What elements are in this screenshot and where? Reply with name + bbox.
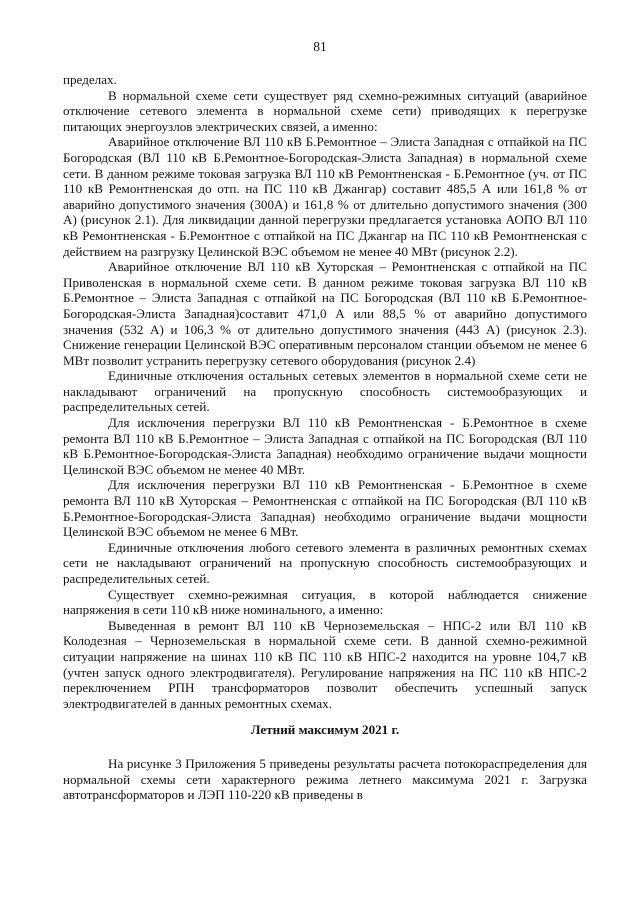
paragraph: Аварийное отключение ВЛ 110 кВ Б.Ремонтное – Элиста Западная с отпайкой на ПС Богородская (ВЛ 110 кВ Б.Ремонтное-Богородская-Элиста Западная) в нормальной схеме сети. В данном режиме токовая загрузка ВЛ 110 кВ Ремонтненская - Б.Ремонтное (уч. от ПС 110 кВ Ремонтненская до отп. на ПС 110 кВ Джангар) составит 485,5 А или 161,8 % от аварийно допустимого значения (300А) и 161,8 % от длительно допустимого значения (300 А) (рисунок 2.1). Для ликвидации данной перегрузки предлагается установка АОПО ВЛ 110 кВ Ремонтненская - Б.Ремонтное с отпайкой на ПС Джангар на ПС 110 кВ Ремонтненская с действием на разгрузку Целинской ВЭС объемом не менее 40 МВт (рисунок 2.2). bbox=[63, 134, 587, 259]
paragraph: Существует схемно-режимная ситуация, в которой наблюдается снижение напряжения в сети 110 кВ ниже номинального, а именно: bbox=[63, 586, 587, 618]
paragraph: Для исключения перегрузки ВЛ 110 кВ Ремонтненская - Б.Ремонтное в схеме ремонта ВЛ 110 кВ Б.Ремонтное – Элиста Западная с отпайкой на ПС Богородская (ВЛ 110 кВ Б.Ремонтное-Богородская-Элиста Западная) необходимо ограничение выдачи мощности Целинской ВЭС объемом не менее 40 МВт. bbox=[63, 415, 587, 477]
paragraph: В нормальной схеме сети существует ряд схемно-режимных ситуаций (аварийное отключение сетевого элемента в нормальной схеме сети) приводящих к перегрузке питающих энергоузлов электрических связей, а именно: bbox=[63, 87, 587, 134]
page-number: 81 bbox=[313, 39, 327, 54]
paragraph: Единичные отключения остальных сетевых элементов в нормальной схеме сети не накладывают ограничений на пропускную способность системообразующих и распределительных сетей. bbox=[63, 368, 587, 415]
section-heading: Летний максимум 2021 г. bbox=[250, 722, 400, 738]
paragraph: Для исключения перегрузки ВЛ 110 кВ Ремонтненская - Б.Ремонтное в схеме ремонта ВЛ 110 кВ Хуторская – Ремонтненская с отпайкой на ПС Богородская (ВЛ 110 кВ Б.Ремонтное-Богородская-Элиста Западная) необходимо ограничение выдачи мощности Целинской ВЭС объемом не менее 6 МВт. bbox=[63, 477, 587, 540]
paragraph: На рисунке 3 Приложения 5 приведены результаты расчета потокораспределения для нормальной схемы сети характерного режима летнего максимума 2021 г. Загрузка автотрансформаторов и ЛЭП 110-220 кВ приведены в bbox=[63, 755, 587, 803]
paragraph: Выведенная в ремонт ВЛ 110 кВ Черноземельская – НПС-2 или ВЛ 110 кВ Колодезная – Черноземельская в нормальной схеме сети. В данной схемно-режимной ситуации напряжение на шинах 110 кВ ПС 110 кВ НПС-2 находится на уровне 104,7 кВ (учтен запуск одного электродвигателя). Регулирование напряжения на ПС 110 кВ НПС-2 переключением РПН трансформаторов позволит обеспечить успешный запуск электродвигателей в данных ремонтных схемах. bbox=[63, 617, 587, 711]
paragraph: пределах. bbox=[63, 72, 117, 87]
paragraph: Единичные отключения любого сетевого элемента в различных ремонтных схемах сети не накладывают ограничений на пропускную способность системообразующих и распределительных сетей. bbox=[63, 539, 587, 586]
document-body bbox=[63, 72, 587, 803]
paragraph: Аварийное отключение ВЛ 110 кВ Хуторская – Ремонтненская с отпайкой на ПС Приволенская в нормальной схеме сети. В данном режиме токовая загрузка ВЛ 110 кВ Б.Ремонтное – Элиста Западная с отпайкой на ПС Богородская (ВЛ 110 кВ Б.Ремонтное-Богородская-Элиста Западная)составит 471,0 А или 88,5 % от аварийно допустимого значения (532 А) и 106,3 % от длительно допустимого значения (443 А) (рисунок 2.3). Снижение генерации Целинской ВЭС оперативным персоналом станции объемом не менее 6 МВт позволит устранить перегрузку сетевого оборудования (рисунок 2.4) bbox=[63, 259, 587, 368]
